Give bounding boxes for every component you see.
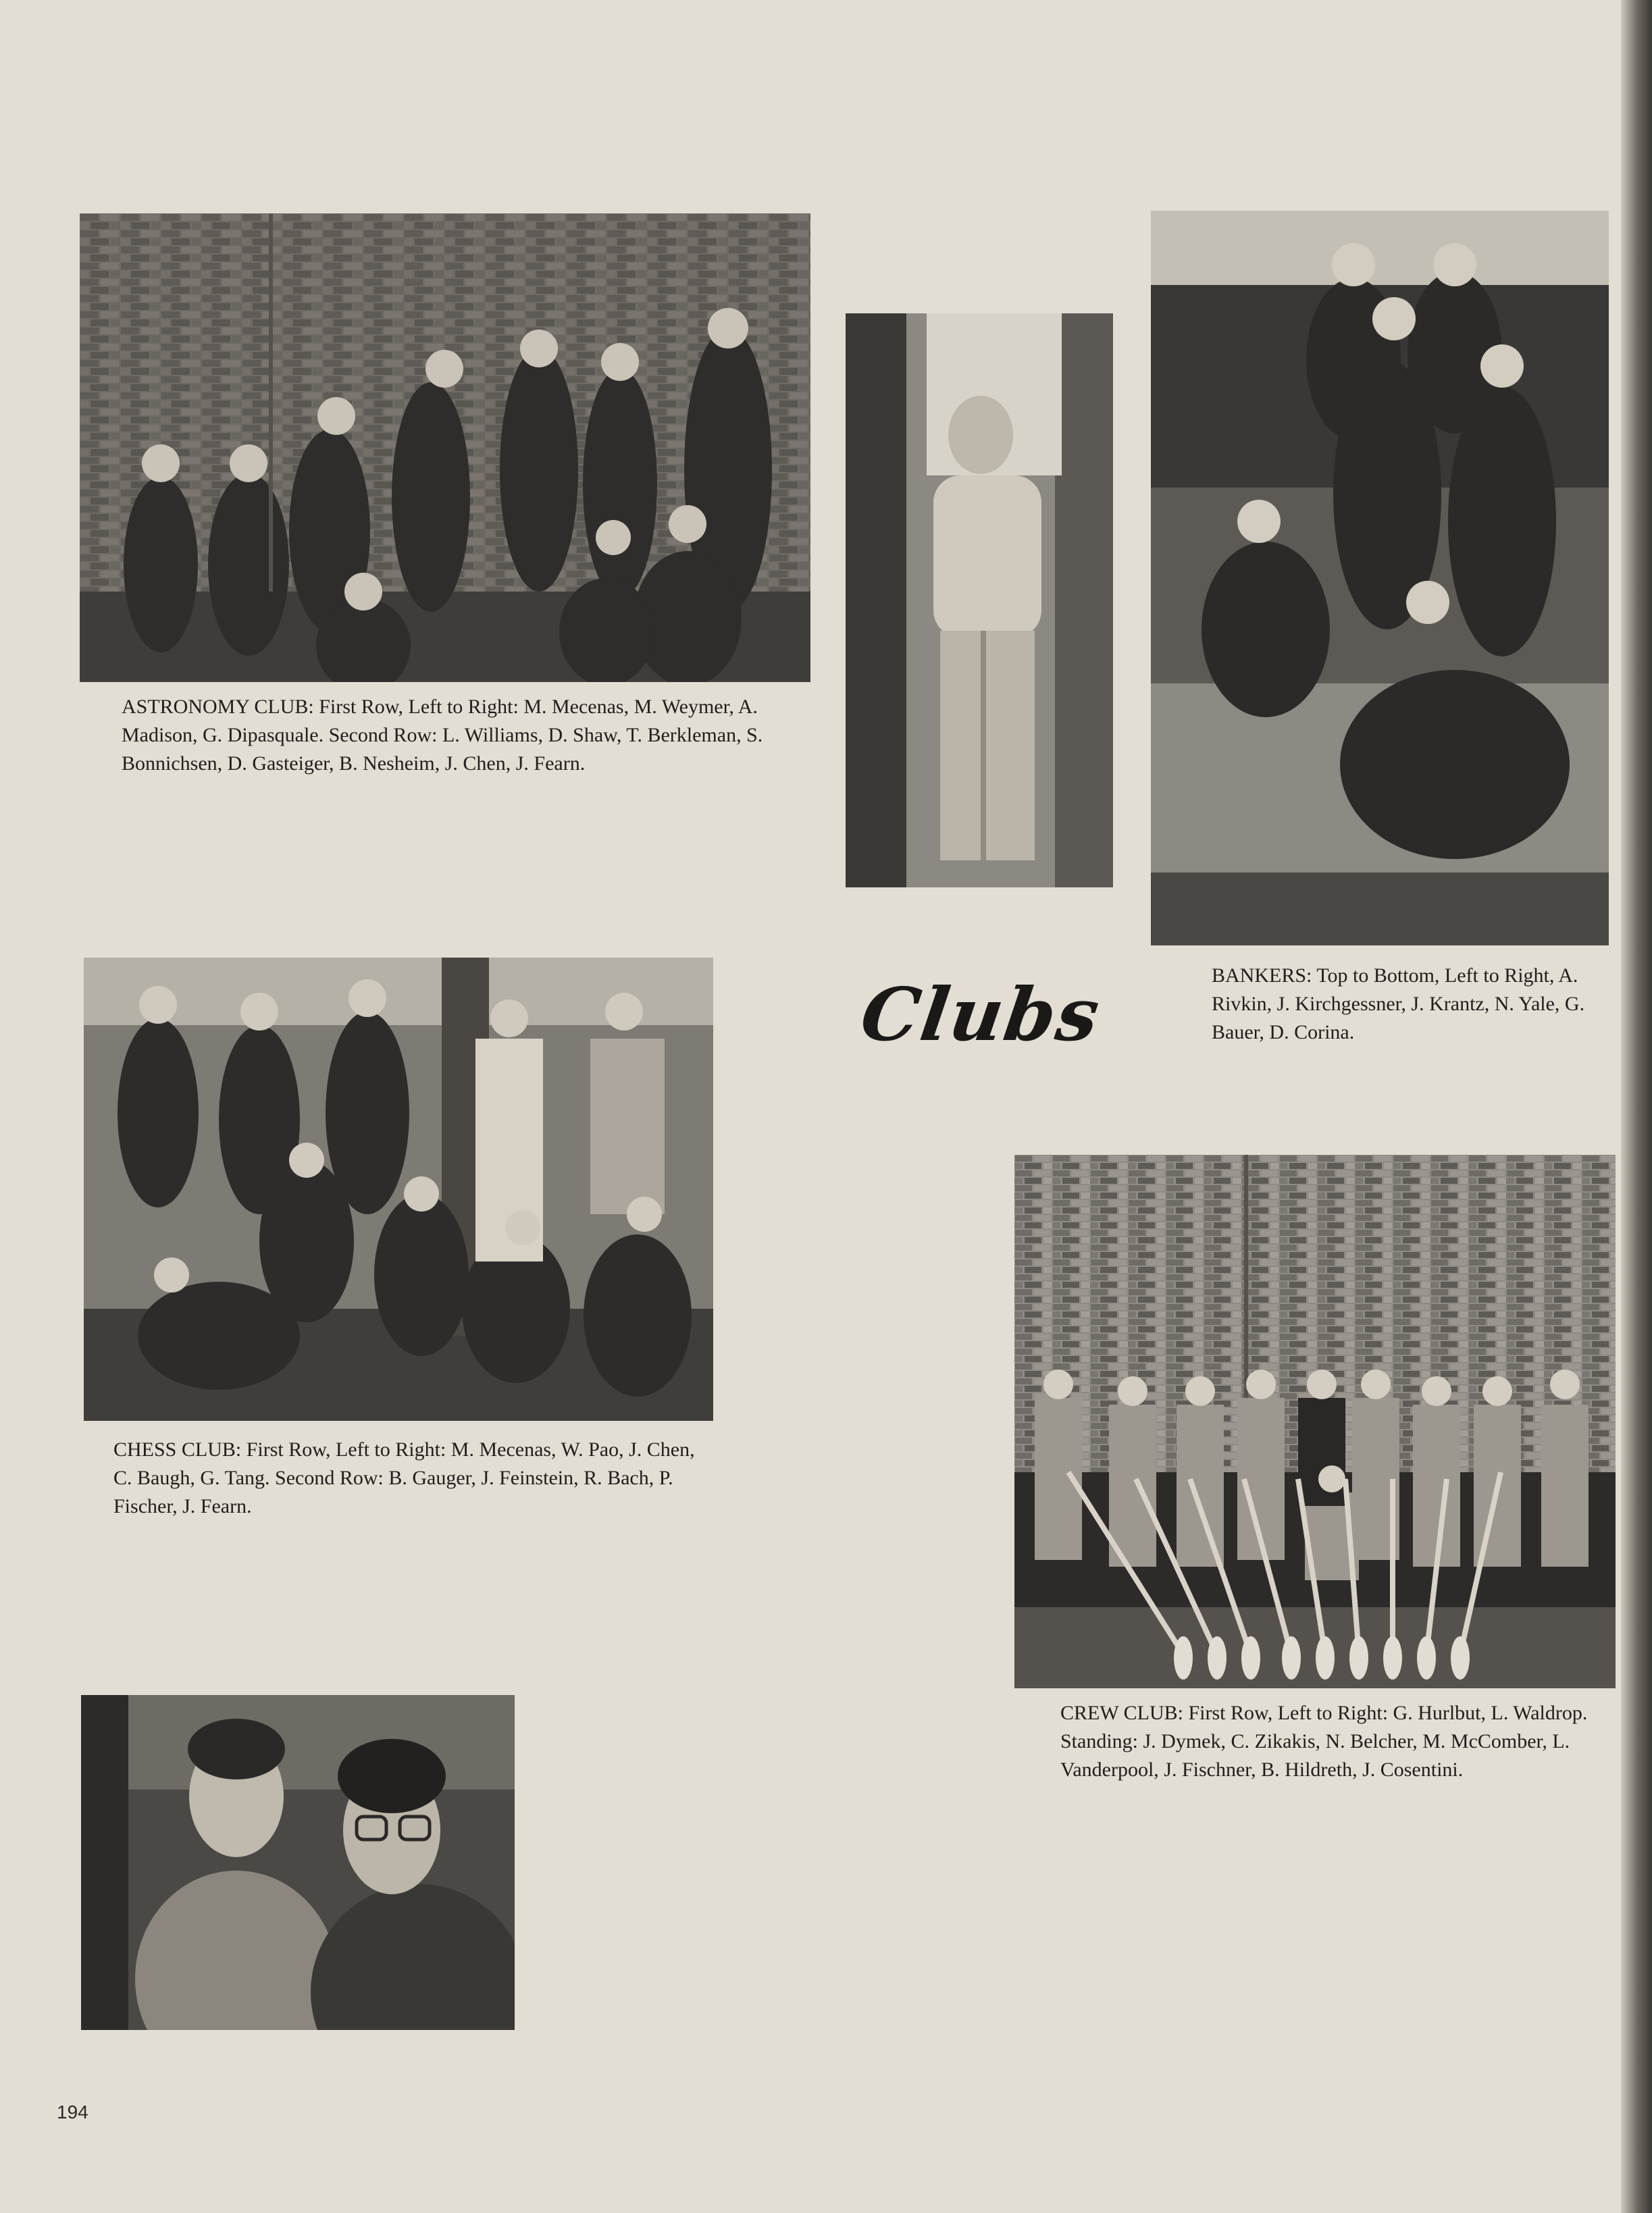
- crew-club-photo: [1014, 1155, 1616, 1688]
- astronomy-club-photo: [80, 213, 810, 682]
- bottom-portrait-photo: [81, 1695, 515, 2030]
- bankers-photo: [1151, 211, 1609, 945]
- astronomy-club-caption: ASTRONOMY CLUB: First Row, Left to Right: M. Mecenas, M. Weymer, A. Madison, G. Dipasquale. Second Row: L. Williams, D. Shaw, T. Berkleman, S. Bonnichsen, D. Gasteiger, B. Nesheim, J. Chen, J. Fearn.: [122, 696, 763, 775]
- chess-club-photo: [84, 958, 713, 1421]
- chess-club-caption: CHESS CLUB: First Row, Left to Right: M. Mecenas, W. Pao, J. Chen, C. Baugh, G. Tang. Second Row: B. Gauger, J. Feinstein, R. Bach, P. Fischer, J. Fearn.: [113, 1438, 695, 1517]
- page-title: Clubs: [856, 972, 1106, 1058]
- center-portrait-photo: [846, 313, 1113, 887]
- page-binding-edge: [1621, 0, 1652, 2213]
- crew-club-caption: CREW CLUB: First Row, Left to Right: G. Hurlbut, L. Waldrop. Standing: J. Dymek, C. Zikakis, N. Belcher, M. McComber, L. Vanderpool, J. Fischner, B. Hildreth, J. Cosentini.: [1060, 1702, 1588, 1781]
- bankers-caption: BANKERS: Top to Bottom, Left to Right, A. Rivkin, J. Kirchgessner, J. Krantz, N. Yale, G. Bauer, D. Corina.: [1212, 964, 1585, 1043]
- page-number: 194: [57, 2102, 88, 2123]
